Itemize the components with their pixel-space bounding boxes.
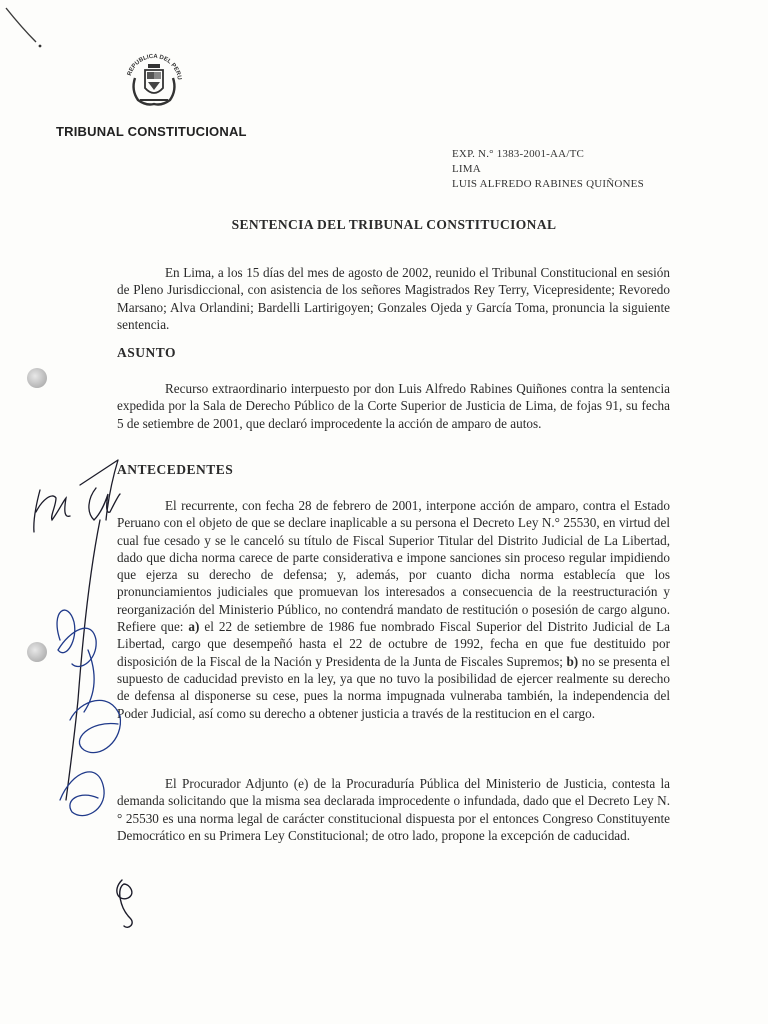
asunto-paragraph: Recurso extraordinario interpuesto por don Luis Alfredo Rabines Quiñones contra la sentencia expedida por la Sala de Derecho Público de la Corte Superior de Justicia de Lima, de fojas 91, su fecha 5 de setiembre de 2001, que declaró improcedente la acción de amparo de autos.: [117, 381, 670, 431]
case-city: LIMA: [452, 163, 481, 175]
item-marker-a: a): [188, 619, 200, 635]
document-title: SENTENCIA DEL TRIBUNAL CONSTITUCIONAL: [231, 217, 557, 232]
intro-paragraph: En Lima, a los 15 días del mes de agosto de 2002, reunido el Tribunal Constitucional en sesión de Pleno Jurisdiccional, con asistencia de los señores Magistrados Rey Terry, Vicepresidente; Revoredo Marsano; Alva Orlandini; Bardelli Lartirigoyen; Gonzales Ojeda y García Toma, pronuncia la siguiente sentencia.: [117, 265, 670, 332]
case-number: EXP. N.° 1383-2001-AA/TC: [452, 148, 585, 160]
punch-hole: [27, 368, 47, 388]
pen-mark: [0, 0, 60, 60]
antecedentes-heading: ANTECEDENTES: [117, 462, 234, 477]
institution-name: TRIBUNAL CONSTITUCIONAL: [56, 124, 247, 139]
item-marker-b: b): [566, 653, 579, 669]
antecedentes-paragraph-1: [117, 497, 670, 722]
punch-hole: [27, 642, 47, 662]
case-party: LUIS ALFREDO RABINES QUIÑONES: [452, 178, 644, 190]
national-seal-icon: [118, 44, 190, 116]
svg-text:REPUBLICA DEL PERU: REPUBLICA DEL PERU: [126, 53, 182, 81]
antecedentes-p1-part-c: no se presenta el supuesto de caducidad previsto en la ley, ya que no tuvo la posibilidad de ejercer realmente su derecho de defensa al disponerse su cese, pues la norma impugnada vulneraba también, la independencia del Poder Judicial, así como su derecho a obtener justicia a través de la restitucion en el cargo.: [117, 653, 671, 721]
antecedentes-p1-part-b: el 22 de setiembre de 1986 fue nombrado Fiscal Superior del Distrito Judicial de La Libertad, cargo que desempeñó hasta el 22 de octubre de 1992, fecha en que fue destituido por disposición de la Fiscal de la Nación y Presidenta de la Junta de Fiscales Supremos;: [117, 619, 670, 669]
asunto-heading: ASUNTO: [117, 345, 177, 360]
case-info: [452, 147, 644, 192]
antecedentes-p1-part-a: El recurrente, con fecha 28 de febrero de 2001, interpone acción de amparo, contra el Estado Peruano con el objeto de que se declare inaplicable a su persona el Decreto Ley N.° 25530, en virtud del cual fue cesado y se le canceló su título de Fiscal Superior Titular del Distrito Judicial de La Libertad, dado que dicha norma carece de parte considerativa e impone sanciones sin proceso regular impidiendo que ejerza su derecho de defensa; y, además, por cuanto dicha norma establecía que los pronunciamientos judiciales que promuevan los interesados a consecuencia de la reestructuración y reorganización del Ministerio Público, no contendrá mandato de restitución o posesión de cargo alguno. Refiere que:: [117, 498, 670, 635]
antecedentes-paragraph-2: El Procurador Adjunto (e) de la Procuraduría Pública del Ministerio de Justicia, contesta la demanda solicitando que la misma sea declarada improcedente o infundada, dado que el Decreto Ley N.° 25530 es una norma legal de carácter constitucional dispuesta por el entonces Congreso Constituyente Democrático en su Primera Ley Constitucional; de otro lado, propone la excepción de caducidad.: [117, 776, 670, 843]
